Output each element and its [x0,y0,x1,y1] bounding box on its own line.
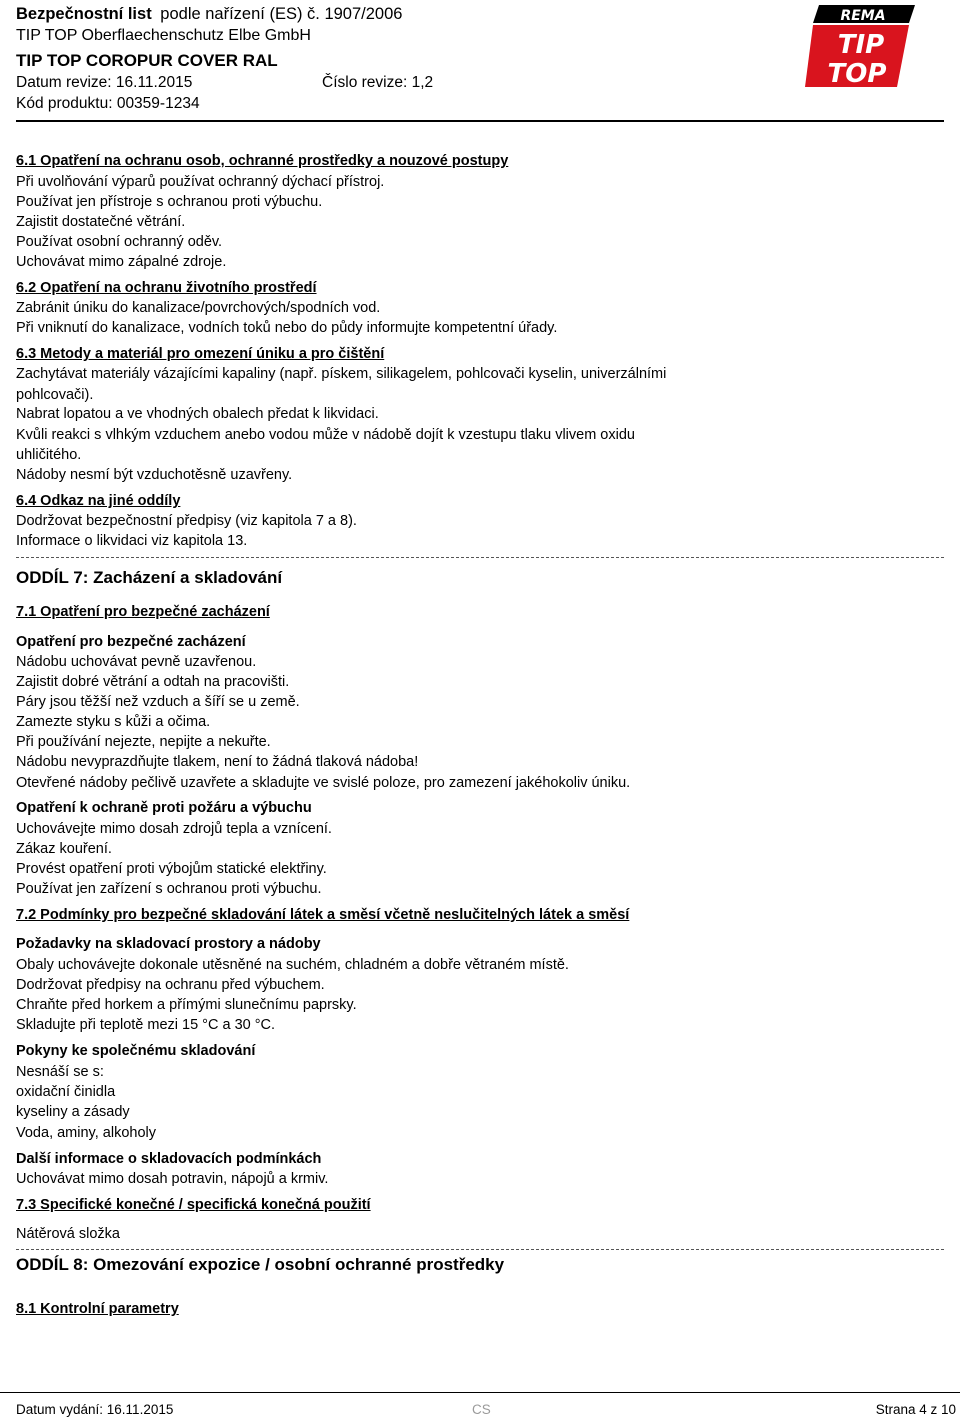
text-line: Zákaz kouření. [16,841,112,857]
text-line: pohlcovači). [16,387,94,403]
text-line: Nesnáší se s: [16,1064,104,1080]
text-line: Používat jen přístroje s ochranou proti výbuchu. [16,194,323,210]
section-divider [16,1249,944,1250]
text-line: Nátěrová složka [16,1226,120,1242]
sds-title: Bezpečnostní list [16,5,152,23]
text-line: Zachytávat materiály vázajícími kapaliny (např. pískem, silikagelem, pohlcovači kyselin, univerzálními [16,366,667,382]
text-line: Páry jsou těžší než vzduch a šíří se u země. [16,694,300,710]
heading-6-1: 6.1 Opatření na ochranu osob, ochranné prostředky a nouzové postupy [16,153,509,169]
revision-number: Číslo revize: 1,2 [322,74,434,91]
rema-tip-top-logo [805,3,917,89]
text-line: Nádobu uchovávat pevně uzavřenou. [16,654,257,670]
regulation-ref: podle nařízení (ES) č. 1907/2006 [160,5,403,23]
page-header [0,0,960,121]
subheading: Opatření k ochraně proti požáru a výbuchu [16,800,312,816]
page-number: Strana 4 z 10 [875,1402,956,1417]
text-line: Při používání nejezte, nepijte a nekuřte. [16,734,271,750]
header-title-line [16,5,402,24]
text-line: Informace o likvidaci viz kapitola 13. [16,533,248,549]
heading-6-2: 6.2 Opatření na ochranu životního prostředí [16,280,317,296]
text-line: Uchovávat mimo zápalné zdroje. [16,254,227,270]
header-divider [16,120,944,122]
text-line: Chraňte před horkem a přímými slunečnímu paprsky. [16,997,357,1013]
text-line: oxidační činidla [16,1084,116,1100]
text-line: Používat jen zařízení s ochranou proti výbuchu. [16,881,322,897]
text-line: kyseliny a zásady [16,1104,130,1120]
text-line: Otevřené nádoby pečlivě uzavřete a skladujte ve svislé poloze, pro zamezení jakéhokoliv úniku. [16,775,631,791]
issue-date: Datum vydání: 16.11.2015 [16,1402,174,1417]
heading-7-3: 7.3 Specifické konečné / specifická konečná použití [16,1197,371,1213]
product-name: TIP TOP COROPUR COVER RAL [16,51,278,70]
text-line: Zabránit úniku do kanalizace/povrchových/spodních vod. [16,300,381,316]
heading-7-2: 7.2 Podmínky pro bezpečné skladování látek a směsí včetně neslučitelných látek a směsí [16,907,630,923]
text-line: Skladujte při teplotě mezi 15 °C a 30 °C. [16,1017,276,1033]
text-line: Při uvolňování výparů používat ochranný dýchací přístroj. [16,174,385,190]
section-8-title: ODDÍL 8: Omezování expozice / osobní ochranné prostředky [16,1255,505,1274]
text-line: Voda, aminy, alkoholy [16,1125,156,1141]
language-code: CS [472,1402,491,1417]
subheading: Další informace o skladovacích podmínkách [16,1151,322,1167]
text-line: Zamezte styku s kůži a očima. [16,714,211,730]
heading-8-1: 8.1 Kontrolní parametry [16,1301,179,1317]
heading-7-1: 7.1 Opatření pro bezpečné zacházení [16,604,270,620]
text-line: Provést opatření proti výbojům statické elektřiny. [16,861,327,877]
text-line: Nádoby nesmí být vzduchotěsně uzavřeny. [16,467,293,483]
text-line: Zajistit dostatečné větrání. [16,214,186,230]
text-line: Kvůli reakci s vlhkým vzduchem anebo vodou může v nádobě dojít k vzestupu tlaku vlivem oxidu [16,427,635,443]
section-divider [16,557,944,558]
heading-6-3: 6.3 Metody a materiál pro omezení úniku a pro čištění [16,346,385,362]
section-7-title: ODDÍL 7: Zacházení a skladování [16,568,283,587]
text-line: Zajistit dobré větrání a odtah na pracovišti. [16,674,290,690]
text-line: Používat osobní ochranný oděv. [16,234,223,250]
text-line: Při vniknutí do kanalizace, vodních toků nebo do půdy informujte kompetentní úřady. [16,320,558,336]
text-line: Nabrat lopatou a ve vhodných obalech předat k likvidaci. [16,406,379,422]
text-line: uhličitého. [16,447,82,463]
logo-rema-text: REMA [840,8,886,24]
logo-tip-text: TIP [837,30,885,60]
text-line: Uchovávat mimo dosah potravin, nápojů a krmiv. [16,1171,329,1187]
logo-top-text: TOP [827,59,887,89]
text-line: Uchovávejte mimo dosah zdrojů tepla a vznícení. [16,821,332,837]
revision-date: Datum revize: 16.11.2015 [16,74,193,91]
subheading: Pokyny ke společnému skladování [16,1043,256,1059]
text-line: Nádobu nevyprazdňujte tlakem, není to žádná tlaková nádoba! [16,754,419,770]
subheading: Opatření pro bezpečné zacházení [16,634,246,650]
text-line: Obaly uchovávejte dokonale utěsněné na suchém, chladném a dobře větraném místě. [16,957,569,973]
heading-6-4: 6.4 Odkaz na jiné oddíly [16,493,181,509]
company-name: TIP TOP Oberflaechenschutz Elbe GmbH [16,27,311,44]
product-code: Kód produktu: 00359-1234 [16,95,200,112]
footer-divider [0,1392,960,1393]
subheading: Požadavky na skladovací prostory a nádoby [16,936,321,952]
text-line: Dodržovat bezpečnostní předpisy (viz kapitola 7 a 8). [16,513,357,529]
text-line: Dodržovat předpisy na ochranu před výbuchem. [16,977,325,993]
